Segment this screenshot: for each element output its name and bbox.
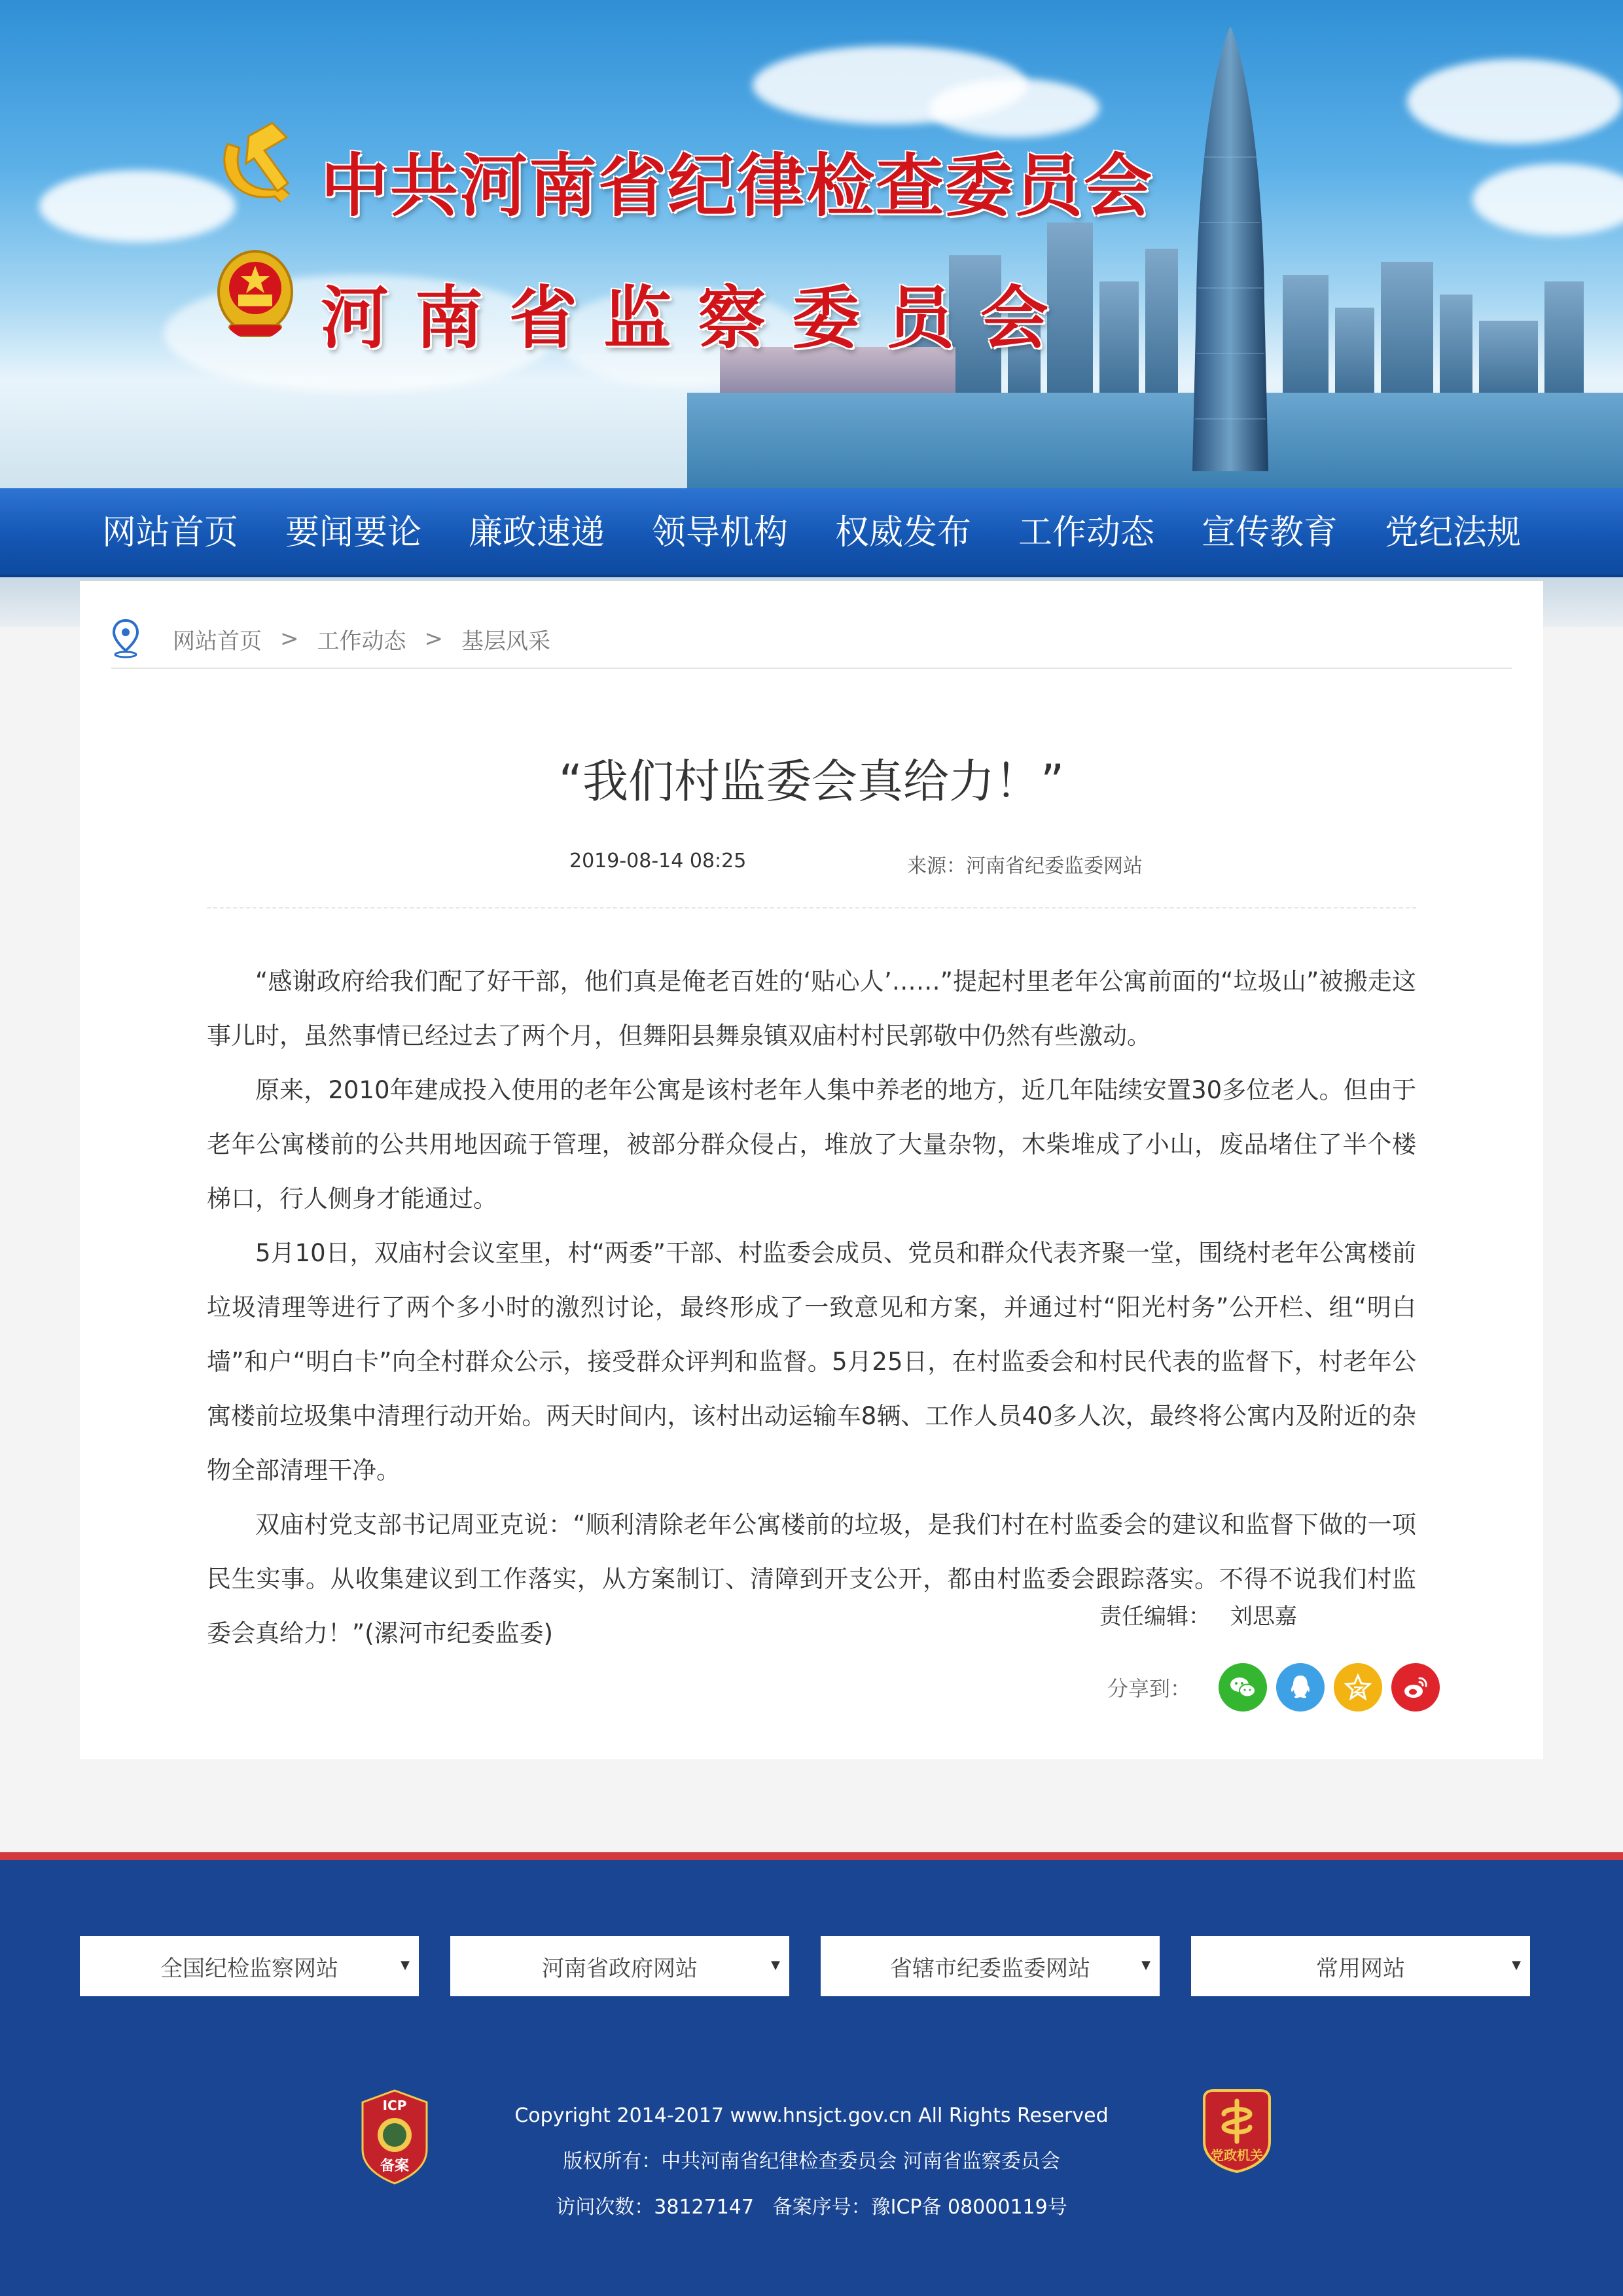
nav-item-education[interactable]: 宣传教育 (1201, 513, 1338, 552)
qzone-icon (1342, 1672, 1374, 1703)
editor-label: 责任编辑： (1099, 1604, 1211, 1630)
skyscraper-illustration (1191, 26, 1270, 471)
qzone-share-button[interactable] (1334, 1663, 1382, 1712)
footer-owner: 版权所有：中共河南省纪律检查委员会 河南省监察委员会 (563, 2150, 1060, 2173)
select-value: 省辖市纪委监委网站 (890, 1955, 1090, 1982)
banner-title-party: 中共河南省纪律检查委员会 (321, 145, 1154, 226)
visits-count: 38127147 (654, 2196, 754, 2219)
breadcrumb-home[interactable]: 网站首页 (173, 628, 262, 655)
article-source (907, 850, 1143, 878)
article-paragraph: 5月10日，双庙村会议室里，村“两委”干部、村监委会成员、党员和群众代表齐聚一堂，围绕村老年公寓楼前垃圾清理等进行了两个多小时的激烈讨论，最终形成了一致意见和方案，并通过村“阳光村务”公开栏、组“明白墙”和户“明白卡”向全村群众公示，接受群众评判和监督。5月25日，在村监委会和村民代表的监督下，村老年公寓楼前垃圾集中清理行动开始。两天时间内，该村出动运输车8辆、工作人员40多人次，最终将公寓内及附近的杂物全部清理干净。 (207, 1239, 1416, 1484)
weibo-share-button[interactable] (1391, 1663, 1440, 1712)
dropdown-caret-icon: ▼ (401, 1958, 410, 1972)
dropdown-caret-icon: ▼ (1512, 1958, 1521, 1972)
responsible-editor (1099, 1598, 1297, 1630)
dropdown-caret-icon: ▼ (1141, 1958, 1150, 1972)
select-value: 河南省政府网站 (542, 1955, 698, 1982)
city-sites-select[interactable] (821, 1936, 1160, 1996)
article-meta (207, 850, 1416, 908)
article-body (207, 954, 1416, 1660)
banner-title-supervision: 河南省监察委员会 (321, 278, 1075, 358)
wechat-share-button[interactable] (1219, 1663, 1267, 1712)
select-value: 常用网站 (1316, 1955, 1405, 1982)
province-gov-sites-select[interactable] (450, 1936, 789, 1996)
national-sites-select[interactable] (80, 1936, 419, 1996)
breadcrumb-work-updates[interactable]: 工作动态 (317, 628, 406, 655)
location-pin-icon (111, 619, 140, 658)
select-value: 全国纪检监察网站 (160, 1955, 338, 1982)
source-label: 来源： (907, 855, 966, 878)
wechat-icon (1227, 1672, 1258, 1703)
qq-icon (1285, 1672, 1316, 1703)
national-emblem-icon (216, 249, 294, 340)
breadcrumb (111, 610, 1512, 669)
nav-item-regulations[interactable]: 党纪法规 (1384, 513, 1521, 552)
lake-scenery (687, 393, 1623, 488)
icp-label: 备案序号： (772, 2196, 871, 2219)
footer-copyright: Copyright 2014-2017 www.hnsjct.gov.cn All Rights Reserved (514, 2104, 1109, 2127)
common-sites-select[interactable] (1191, 1936, 1530, 1996)
qq-share-button[interactable] (1276, 1663, 1325, 1712)
footer-info (0, 2093, 1623, 2231)
breadcrumb-separator: > (424, 626, 443, 652)
article-title: “我们村监委会真给力！” (558, 755, 1065, 808)
footer (0, 1860, 1623, 2296)
footer-accent-bar (0, 1852, 1623, 1860)
header-banner (0, 0, 1623, 488)
breadcrumb-grassroots[interactable]: 基层风采 (461, 628, 550, 655)
gov-agency-badge-icon[interactable] (1199, 2089, 1275, 2173)
weibo-icon (1400, 1672, 1431, 1703)
footer-stats (0, 2185, 1623, 2231)
icp-badge-top-text: ICP (382, 2098, 407, 2113)
share-label: 分享到： (1107, 1676, 1192, 1701)
article-date: 2019-08-14 08:25 (569, 850, 747, 872)
nav-item-home[interactable]: 网站首页 (101, 513, 238, 552)
nav-item-integrity-express[interactable]: 廉政速递 (468, 513, 605, 552)
visits-label: 访问次数： (556, 2196, 654, 2219)
gov-badge-text: 党政机关 (1211, 2147, 1263, 2163)
source-name: 河南省纪委监委网站 (966, 855, 1143, 878)
editor-name: 刘思嘉 (1230, 1604, 1297, 1630)
article-paragraph: 原来，2010年建成投入使用的老年公寓是该村老年人集中养老的地方，近几年陆续安置30多位老人。但由于老年公寓楼前的公共用地因疏于管理，被部分群众侵占，堆放了大量杂物，木柴堆成了小山，废品堵住了半个楼梯口，行人侧身才能通过。 (207, 1076, 1416, 1213)
breadcrumb-separator: > (280, 626, 299, 652)
main-nav (0, 488, 1623, 577)
nav-item-official-release[interactable]: 权威发布 (834, 513, 971, 552)
nav-item-news[interactable]: 要闻要论 (285, 513, 421, 552)
dropdown-caret-icon: ▼ (771, 1958, 780, 1972)
party-emblem-icon (209, 118, 301, 209)
article-paragraph: 双庙村党支部书记周亚克说：“顺利清除老年公寓楼前的垃圾，是我们村在村监委会的建议和监督下做的一项民生实事。从收集建议到工作落实，从方案制订、清障到开支公开，都由村监委会跟踪落实。不得不说我们村监委会真给力！”(漯河市纪委监委) (207, 1511, 1416, 1647)
article-card (80, 581, 1543, 1759)
article-paragraph: “感谢政府给我们配了好干部，他们真是俺老百姓的‘贴心人’……”提起村里老年公寓前面的“垃圾山”被搬走这事儿时，虽然事情已经过去了两个月，但舞阳县舞泉镇双庙村村民郭敬中仍然有些激动。 (207, 967, 1416, 1050)
icp-badge-bottom-text: 备案 (380, 2158, 410, 2174)
nav-item-work-updates[interactable]: 工作动态 (1018, 513, 1154, 552)
nav-item-leadership[interactable]: 领导机构 (651, 513, 788, 552)
icp-number[interactable]: 豫ICP备 08000119号 (870, 2196, 1067, 2219)
share-bar (1107, 1660, 1449, 1715)
